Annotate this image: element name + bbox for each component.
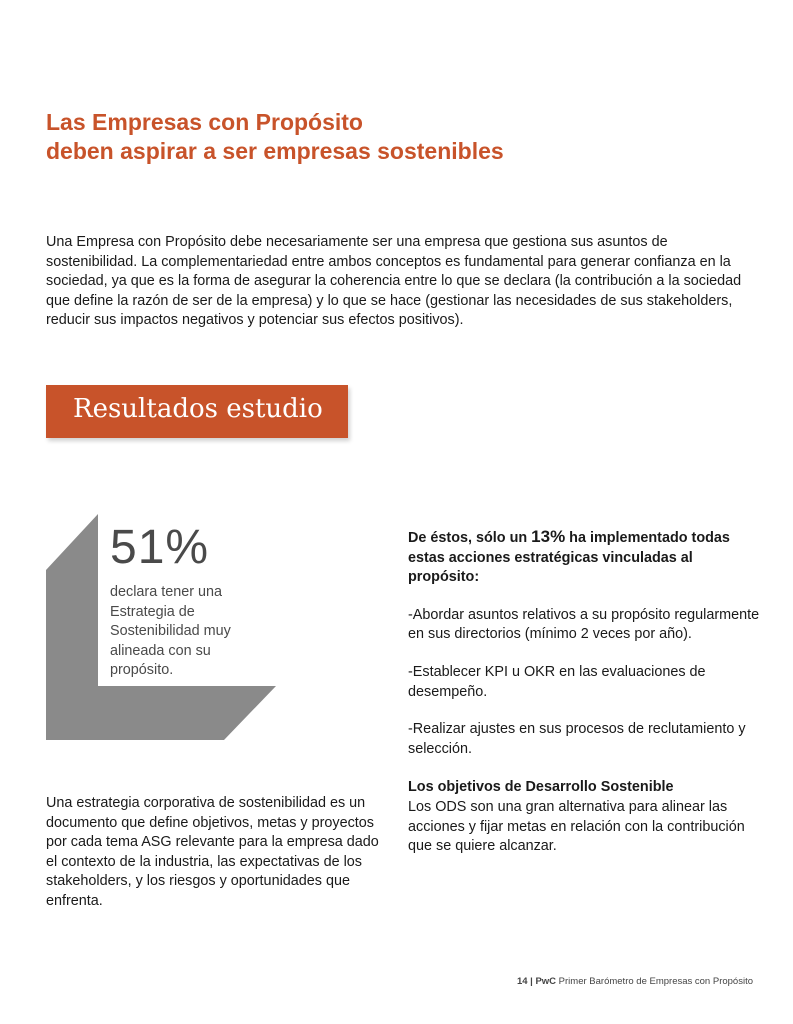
stat-percentage: 51%: [110, 521, 210, 574]
action-item: -Establecer KPI u OKR en las evaluaciones de desempeño.: [408, 663, 706, 700]
action-item: -Abordar asuntos relativos a su propósito regularmente en sus directorios (mínimo 2 veces por año).: [408, 606, 760, 643]
footer-separator: |: [527, 976, 536, 987]
page-title: [46, 108, 504, 166]
ods-heading: Los objetivos de Desarrollo Sostenible: [408, 779, 674, 796]
lead-text-before: De éstos, sólo un: [408, 530, 532, 546]
ods-paragraph: Los ODS son una gran alternativa para alinear las acciones y fijar metas en relación con la contribución que se quiere alcanzar.: [408, 798, 745, 855]
intro-paragraph: Una Empresa con Propósito debe necesariamente ser una empresa que gestiona sus asuntos de sostenibilidad. La complementariedad entre ambos conceptos es fundamental para generar confianza en la sociedad, ya que es la forma de asegurar la coherencia entre lo que se declara (la contribución a la sociedad que define la razón de ser de la empresa) y lo que se hace (gestionar las necesidades de sus stakeholders, reducir sus impactos negativos y potenciar sus efectos positivos).: [46, 234, 742, 329]
section-banner: [46, 385, 348, 438]
page-footer: [517, 976, 753, 987]
title-line-1: Las Empresas con Propósito: [46, 109, 363, 135]
footer-brand: PwC: [535, 976, 557, 987]
lead-text-after: ha implementado todas estas acciones estratégicas vinculadas al propósito:: [408, 530, 730, 586]
right-column: [408, 527, 760, 857]
title-line-2: deben aspirar a ser empresas sostenibles: [46, 138, 504, 164]
footer-publication: Primer Barómetro de Empresas con Propósito: [556, 976, 753, 987]
banner-title: Resultados estudio: [73, 394, 323, 424]
lead-percentage: 13%: [531, 527, 566, 546]
strategy-definition-paragraph: Una estrategia corporativa de sostenibilidad es un documento que define objetivos, metas y proyectos por cada tema ASG relevante para la empresa dado el contexto de la industria, las expectativas de los stakeholders, y los riesgos y oportunidades que enfrenta.: [46, 795, 379, 909]
stat-description: declara tener una Estrategia de Sostenibilidad muy alineada con su propósito.: [110, 584, 231, 678]
page-number: 14: [516, 976, 528, 987]
lead-statement: [408, 527, 760, 588]
action-item: -Realizar ajustes en sus procesos de reclutamiento y selección.: [408, 721, 746, 757]
